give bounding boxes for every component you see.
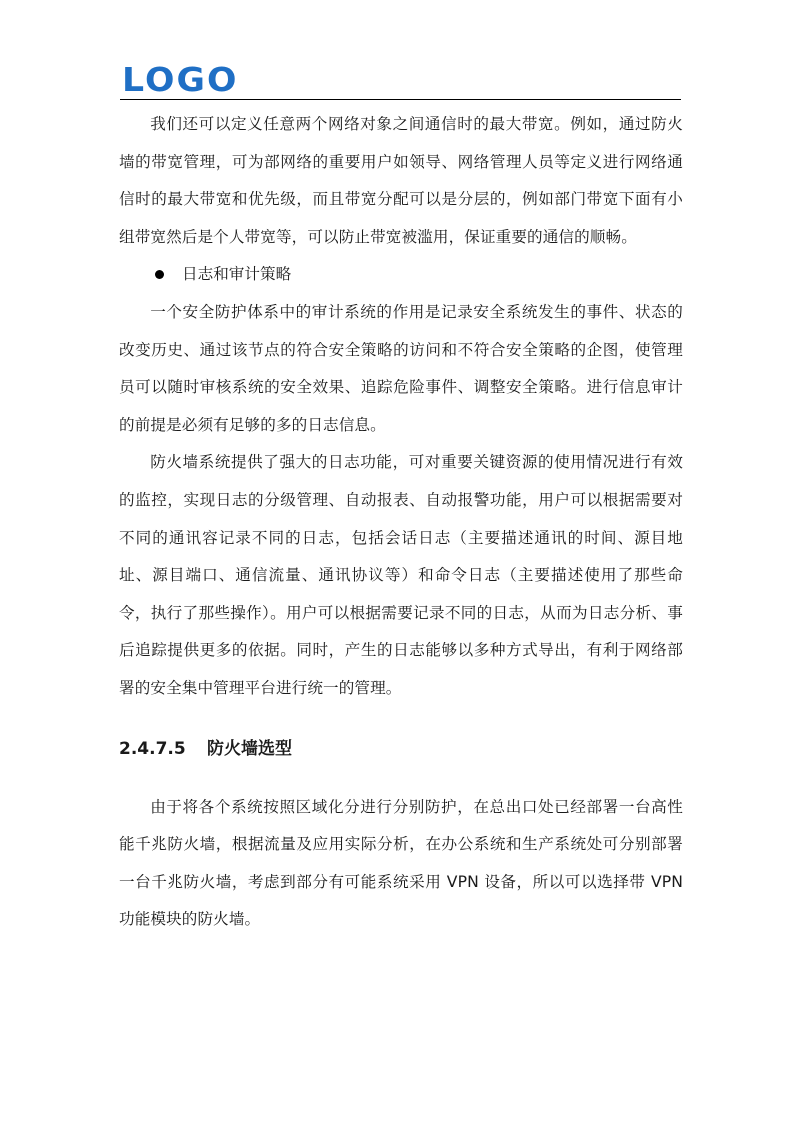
header-divider [120, 99, 681, 100]
section-heading [119, 737, 683, 761]
section-number: 2.4.7.5 [119, 738, 186, 759]
section-title: 防火墙选型 [207, 738, 292, 759]
paragraph-firewall-selection: 由于将各个系统按照区域化分进行分别防护，在总出口处已经部署一台高性能千兆防火墙，根据流量及应用实际分析，在办公系统和生产系统处可分别部署一台千兆防火墙，考虑到部分有可能系统采用 VPN 设备，所以可以选择带 VPN 功能模块的防火墙。 [119, 797, 683, 929]
document-body [119, 106, 683, 939]
bullet-item-log-audit [119, 256, 683, 294]
paragraph-bandwidth: 我们还可以定义任意两个网络对象之间通信时的最大带宽。例如，通过防火墙的带宽管理，可为部网络的重要用户如领导、网络管理人员等定义进行网络通信时的最大带宽和优先级，而且带宽分配可以是分层的，例如部门带宽下面有小组带宽然后是个人带宽等，可以防止带宽被滥用，保证重要的通信的顺畅。 [119, 115, 683, 246]
paragraph-audit-system: 一个安全防护体系中的审计系统的作用是记录安全系统发生的事件、状态的改变历史、通过该节点的符合安全策略的访问和不符合安全策略的企图，使管理员可以随时审核系统的安全效果、追踪危险事件、调整安全策略。进行信息审计的前提是必须有足够的多的日志信息。 [119, 302, 683, 434]
paragraph-log-function: 防火墙系统提供了强大的日志功能，可对重要关键资源的使用情况进行有效的监控，实现日志的分级管理、自动报表、自动报警功能，用户可以根据需要对不同的通讯容记录不同的日志，包括会话日志（主要描述通讯的时间、源目地址、源目端口、通信流量、通讯协议等）和命令日志（主要描述使用了那些命令，执行了那些操作）。用户可以根据需要记录不同的日志，从而为日志分析、事后追踪提供更多的依据。同时，产生的日志能够以多种方式导出，有利于网络部署的安全集中管理平台进行统一的管理。 [119, 453, 683, 697]
bullet-label: 日志和审计策略 [182, 265, 292, 284]
logo: LOGO [122, 60, 239, 99]
bullet-dot-icon [155, 270, 164, 279]
